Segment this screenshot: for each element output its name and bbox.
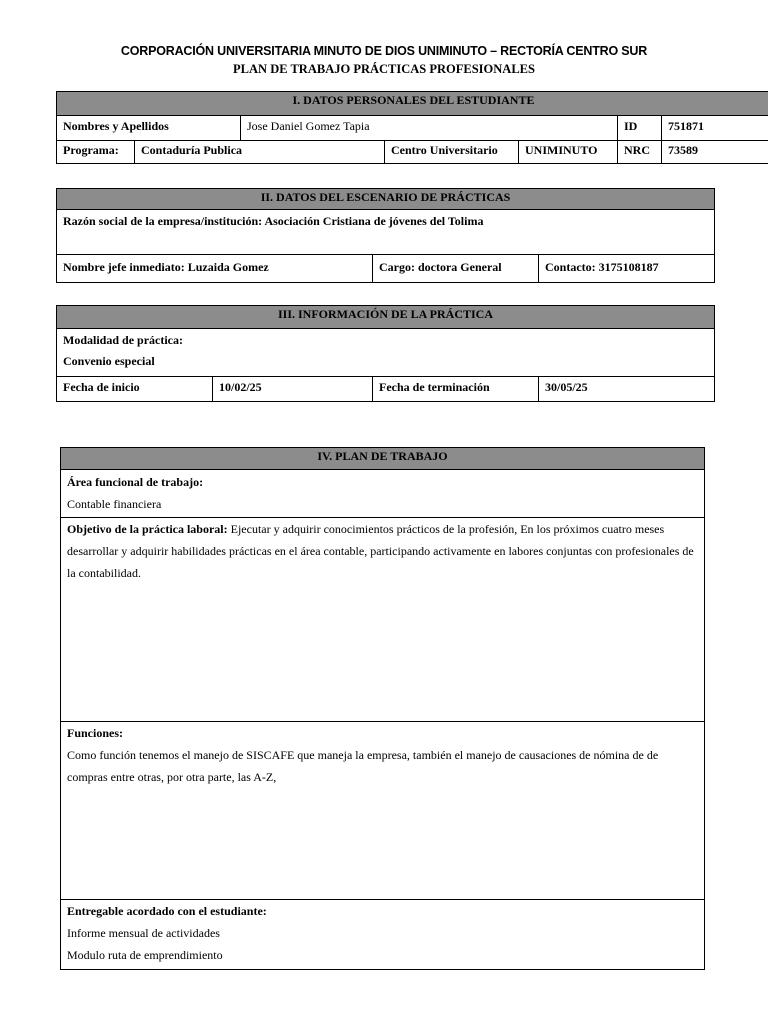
area-value: Contable financiera (67, 497, 162, 511)
plan-title: PLAN DE TRABAJO PRÁCTICAS PROFESIONALES (233, 62, 535, 76)
section-2-title: II. DATOS DEL ESCENARIO DE PRÁCTICAS (57, 189, 715, 210)
section-4-title: IV. PLAN DE TRABAJO (61, 448, 705, 470)
functions-value: Como función tenemos el manejo de SISCAFE que maneja la empresa, también el manejo de causaciones de nómina de de compras entre otras, por otra parte, las A-Z, (67, 748, 659, 784)
start-date-label: Fecha de inicio (57, 377, 213, 402)
id-value: 751871 (662, 116, 768, 141)
work-plan-table (60, 447, 705, 970)
supervisor-contact: Contacto: 3175108187 (539, 255, 715, 283)
objective-cell (61, 518, 705, 722)
end-date-label: Fecha de terminación (373, 377, 539, 402)
center-value: UNIMINUTO (519, 141, 618, 164)
practice-scenario-table (56, 188, 715, 283)
objective-label: Objetivo de la práctica laboral: (67, 522, 228, 536)
center-label: Centro Universitario (385, 141, 519, 164)
start-date-value: 10/02/25 (213, 377, 373, 402)
practice-info-table (56, 305, 715, 402)
deliverable-item: Informe mensual de actividades (67, 926, 220, 940)
objective-value: Ejecutar y adquirir conocimientos prácticos de la profesión, En los próximos cuatro meses desarrollar y adquirir habilidades prácticas en el área contable, participando activamente en labores conjuntas con profesionales de la contabilidad. (67, 522, 694, 580)
program-value: Contaduría Publica (135, 141, 385, 164)
id-label: ID (618, 116, 662, 141)
modality-value: Convenio especial (63, 354, 155, 368)
nrc-label: NRC (618, 141, 662, 164)
program-label: Programa: (57, 141, 135, 164)
section-3-title: III. INFORMACIÓN DE LA PRÁCTICA (57, 306, 715, 329)
area-label: Área funcional de trabajo: (67, 475, 204, 489)
nrc-value: 73589 (662, 141, 768, 164)
deliverable-label: Entregable acordado con el estudiante: (67, 904, 267, 918)
name-label: Nombres y Apellidos (57, 116, 241, 141)
section-1-title: I. DATOS PERSONALES DEL ESTUDIANTE (57, 92, 768, 116)
supervisor-position: Cargo: doctora General (373, 255, 539, 283)
modality-label: Modalidad de práctica: (63, 333, 183, 347)
end-date-value: 30/05/25 (539, 377, 715, 402)
company-name: Razón social de la empresa/institución: Asociación Cristiana de jóvenes del Tolima (57, 210, 715, 255)
deliverable-item: Modulo ruta de emprendimiento (67, 948, 223, 962)
name-value: Jose Daniel Gomez Tapia (241, 116, 618, 141)
institution-title: CORPORACIÓN UNIVERSITARIA MINUTO DE DIOS UNIMINUTO – RECTORÍA CENTRO SUR (120, 44, 648, 58)
student-data-table (56, 91, 768, 164)
functions-label: Funciones: (67, 726, 124, 740)
supervisor-name: Nombre jefe inmediato: Luzaida Gomez (57, 255, 373, 283)
